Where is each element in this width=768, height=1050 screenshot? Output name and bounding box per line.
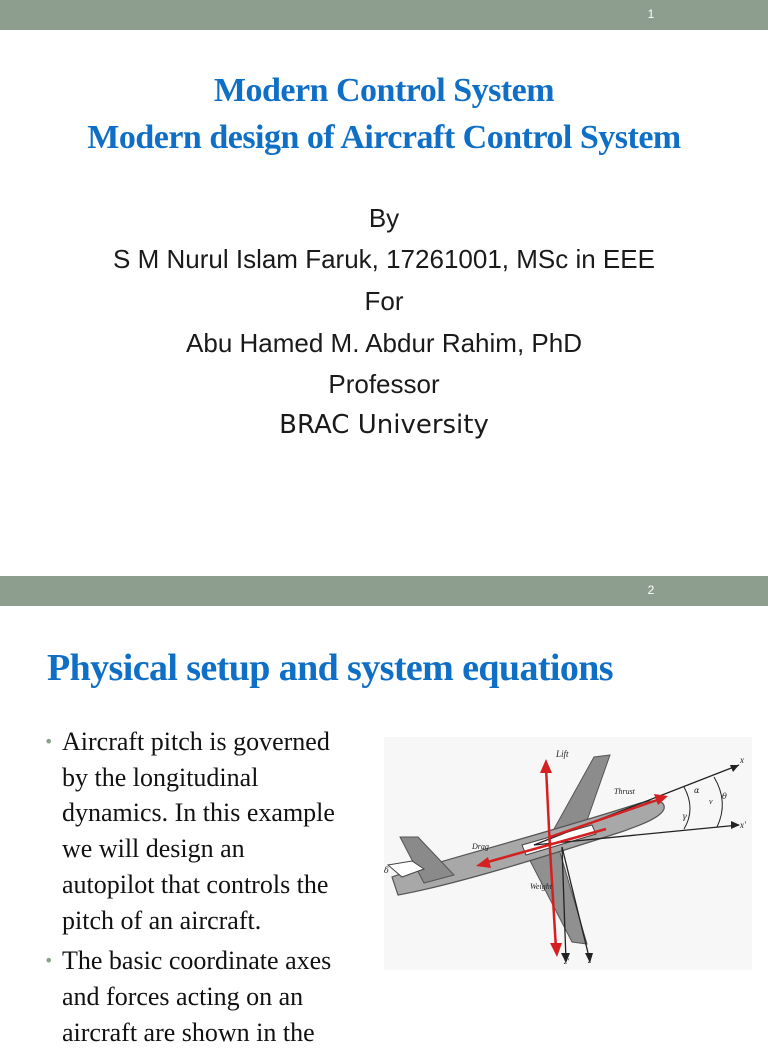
lift-label: Lift	[556, 749, 569, 759]
z-axis-label: z	[588, 956, 592, 965]
bullet-dot-icon: •	[44, 732, 54, 751]
drag-label: Drag	[472, 842, 489, 851]
aircraft-forces-diagram	[384, 737, 752, 970]
title-line-2: Modern design of Aircraft Control System	[87, 119, 681, 156]
slide-2	[0, 576, 768, 1047]
for-label: For	[364, 286, 404, 316]
author-line: S M Nurul Islam Faruk, 17261001, MSc in EEE	[113, 244, 655, 274]
gamma-label: γ	[682, 812, 687, 821]
supervisor-line: Abu Hamed M. Abdur Rahim, PhD	[186, 328, 582, 358]
position-line: Professor	[328, 369, 440, 399]
bullet-line: by the longitudinal	[62, 762, 259, 792]
bullet-line: The basic coordinate axes	[62, 946, 332, 976]
theta-label: θ	[722, 792, 727, 801]
by-label: By	[368, 203, 400, 233]
weight-label: Weight	[530, 882, 552, 891]
velocity-label: v	[709, 797, 713, 806]
bullet-line: Aircraft pitch is governed	[62, 727, 330, 756]
bullet-item	[44, 724, 384, 938]
bullet-item	[44, 943, 384, 1050]
bullet-dot-icon: •	[44, 951, 54, 971]
delta-label: δ	[384, 866, 389, 875]
title-line-1: Modern Control System	[213, 72, 555, 109]
z-prime-axis-label: z'	[564, 957, 569, 966]
slide-header-bar	[0, 576, 768, 606]
slide-number: 2	[647, 583, 655, 597]
x-prime-axis-label: x'	[740, 820, 746, 830]
alpha-label: α	[694, 786, 700, 795]
slide-number: 1	[647, 7, 655, 21]
university-line: BRAC University	[279, 410, 489, 440]
bullet-line: pitch of an aircraft.	[62, 905, 262, 935]
bullet-line: and forces acting on an	[62, 981, 304, 1011]
slide-title: Physical setup and system equations	[47, 647, 613, 689]
bullet-list	[44, 724, 384, 1050]
bullet-line: dynamics. In this example	[62, 798, 335, 828]
bullet-line: we will design an	[62, 834, 245, 864]
thrust-label: Thrust	[614, 787, 635, 796]
bullet-line: aircraft are shown in the	[62, 1017, 315, 1047]
bullet-line: autopilot that controls the	[62, 869, 329, 899]
x-axis-label: x	[740, 755, 744, 765]
slide-header-bar	[0, 0, 768, 30]
